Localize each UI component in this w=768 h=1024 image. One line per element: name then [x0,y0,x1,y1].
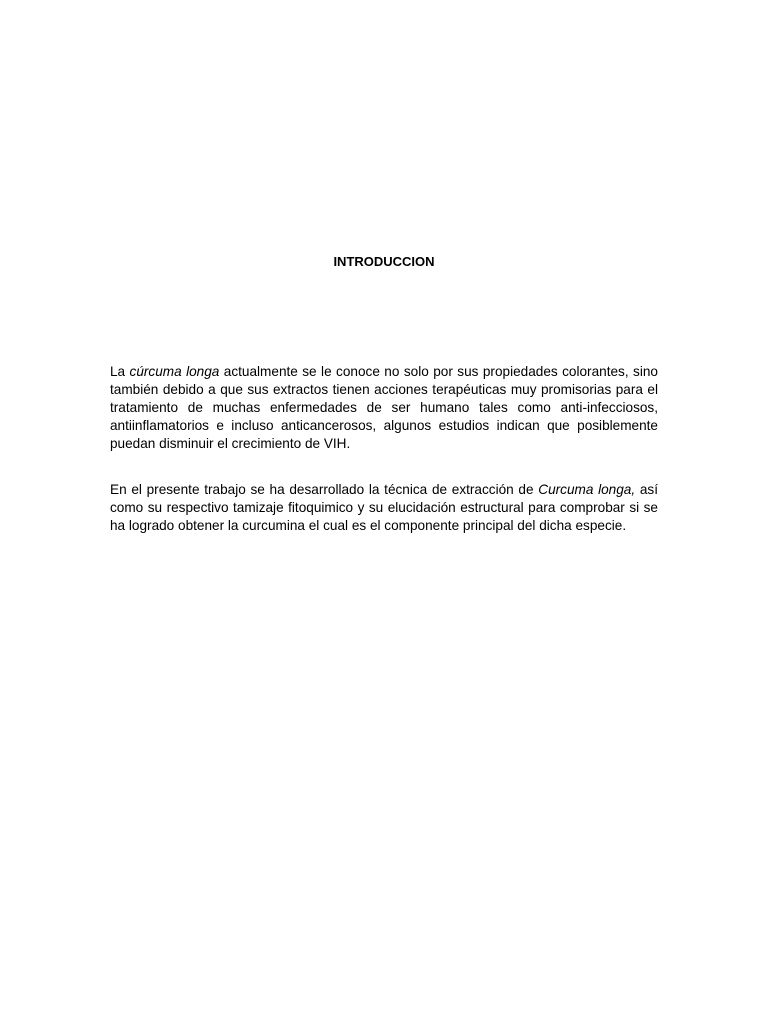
paragraph-2-segment-2-italic: Curcuma longa, [538,482,636,497]
paragraph-1 [110,363,658,453]
paragraph-2-segment-3: así como su respectivo tamizaje fitoquimico y su elucidación estructural para comprobar si se ha logrado obtener la curcumina el cual es el componente principal del dicha especie. [110,482,658,533]
paragraph-1-segment-2-italic: cúrcuma longa [129,364,220,379]
paragraph-2-segment-1: En el presente trabajo se ha desarrollado la técnica de extracción de [110,482,539,497]
paragraph-1-segment-3: actualmente se le conoce no solo por sus propiedades colorantes, sino también debido a que sus extractos tienen acciones terapéuticas muy promisorias para el tratamiento de muchas enfermedades de ser humano tales como anti-infecciosos, antiinflamatorios e incluso anticancerosos, algunos estudios indican que posiblemente puedan disminuir el crecimiento de VIH. [110,364,658,451]
paragraph-1-segment-1: La [110,364,130,379]
document-title: INTRODUCCION [333,254,435,269]
paragraph-2 [110,481,658,535]
